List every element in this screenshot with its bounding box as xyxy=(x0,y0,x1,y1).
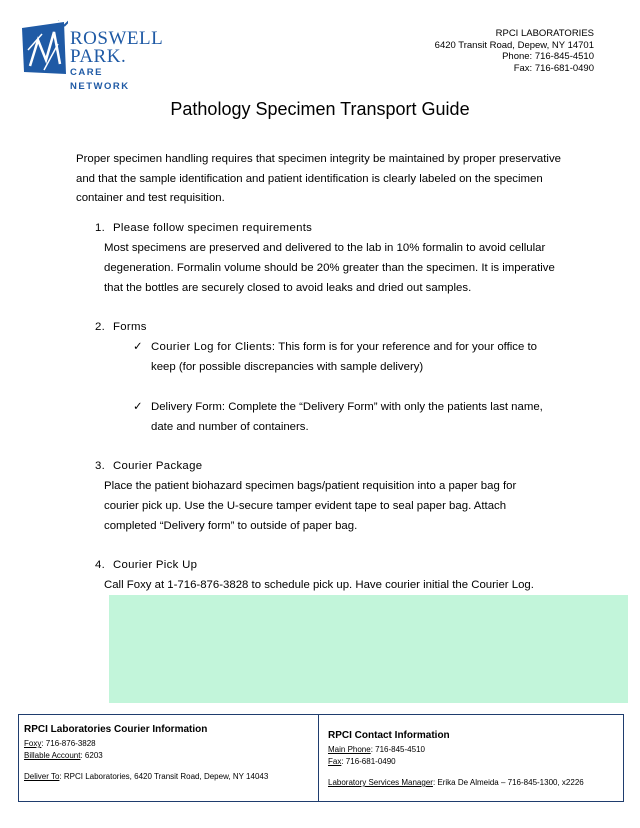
section-heading: Courier Package xyxy=(113,460,203,472)
logo-line-care-network: CARE NETWORK xyxy=(70,67,130,92)
deliver-value: : RPCI Laboratories, 6420 Transit Road, Depew, NY 14043 xyxy=(59,772,269,781)
section-number: 3. xyxy=(95,460,106,472)
section-body: Call Foxy at 1-716-876-3828 to schedule pick up. Have courier initial the Courier Log. xyxy=(104,579,534,591)
checkmark-icon: ✓ xyxy=(133,341,143,353)
check-label: Delivery Form: xyxy=(151,401,226,413)
main-phone-label: Main Phone xyxy=(328,745,371,754)
section-number: 1. xyxy=(95,222,106,234)
section-body: Place the patient biohazard specimen bags/patient requisition into a paper bag for courier pick up. Use the U-secure tamper evident tape to seal paper bag. Attach completed “Delivery form” to outside of paper bag. xyxy=(104,480,517,532)
contact-information xyxy=(320,715,623,801)
manager-value: : Erika De Almeida – 716-845-1300, x2226 xyxy=(432,778,584,787)
courier-info-title: RPCI Laboratories Courier Information xyxy=(24,724,208,735)
foxy-label: Foxy xyxy=(24,739,42,748)
section-courier-pick-up xyxy=(95,555,584,595)
forms-check-delivery-form xyxy=(133,397,553,437)
fax-value: : 716-681-0490 xyxy=(341,756,396,766)
section-number: 2. xyxy=(95,321,106,333)
highlight-box xyxy=(109,595,628,703)
lab-address: 6420 Transit Road, Depew, NY 14701 xyxy=(434,39,594,51)
section-forms xyxy=(95,317,147,337)
section-number: 4. xyxy=(95,559,106,571)
section-heading: Courier Pick Up xyxy=(113,559,198,571)
lab-phone: Phone: 716-845-4510 xyxy=(502,51,594,62)
logo-line-roswell: ROSWELL xyxy=(70,28,164,49)
check-text: This form is for your reference and for your office to keep (for possible discrepancies with sample delivery) xyxy=(151,341,538,373)
section-courier-package xyxy=(95,456,534,536)
billable-value: : 6203 xyxy=(80,750,103,760)
main-phone-value: : 716-845-4510 xyxy=(370,745,425,754)
section-specimen-requirements xyxy=(95,218,574,298)
logo-line-park: PARK. xyxy=(70,46,127,67)
lab-fax: Fax: 716-681-0490 xyxy=(513,62,594,74)
fax-label: Fax xyxy=(328,756,342,766)
logo-wordmark xyxy=(70,30,163,94)
billable-label: Billable Account xyxy=(24,750,81,760)
forms-check-courier-log xyxy=(133,337,553,377)
lab-name: RPCI LABORATORIES xyxy=(495,28,594,39)
check-text: Complete the “Delivery Form” with only the patients last name, date and number of containers. xyxy=(151,401,543,433)
section-body: Most specimens are preserved and delivered to the lab in 10% formalin to avoid cellular degeneration. Formalin volume should be 20% greater than the specimen. It is imperative that the bottles are securely closed to avoid leaks and dried out samples. xyxy=(104,242,555,294)
logo-mark-icon xyxy=(20,20,68,76)
check-label: Courier Log for Clients: xyxy=(151,341,276,353)
lab-contact-header xyxy=(435,28,594,74)
roswell-park-logo xyxy=(20,20,164,92)
intro-paragraph: Proper specimen handling requires that specimen integrity be maintained by proper preservative and that the sample identification and patient identification is clearly labeled on the specimen container and test requisition. xyxy=(76,153,561,204)
deliver-label: Deliver To xyxy=(24,772,60,781)
foxy-value: : 716-876-3828 xyxy=(41,739,96,748)
checkmark-icon: ✓ xyxy=(133,401,143,413)
contact-info-title: RPCI Contact Information xyxy=(328,730,450,741)
footer-info-box xyxy=(18,714,624,802)
manager-label: Laboratory Services Manager xyxy=(328,778,433,787)
page-title: Pathology Specimen Transport Guide xyxy=(170,99,470,119)
section-heading: Please follow specimen requirements xyxy=(113,222,313,234)
section-heading: Forms xyxy=(113,321,147,333)
courier-information xyxy=(19,715,319,801)
